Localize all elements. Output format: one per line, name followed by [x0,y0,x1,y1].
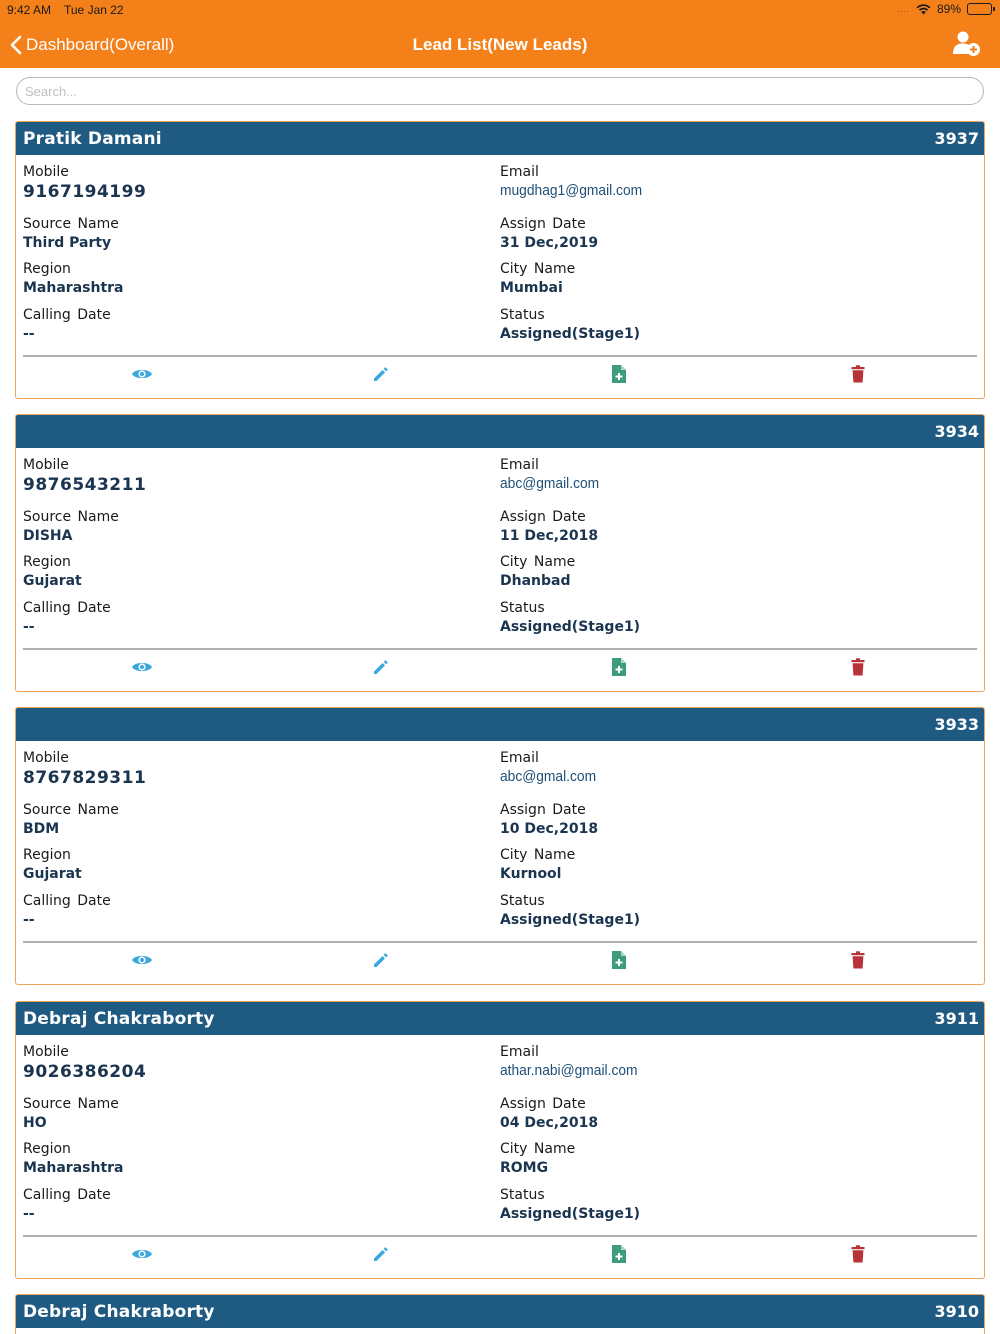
calling-date-value: -- [23,326,35,342]
region-value: Gujarat [23,573,82,589]
status-field [500,307,640,342]
email-label: Email [500,750,539,766]
city-value: ROMG [500,1160,549,1176]
calling-date-value: -- [23,912,35,928]
assign-date-label: Assign Date [500,509,586,525]
card-divider [23,941,977,943]
lead-card-header [16,1002,984,1035]
lead-id: 3911 [934,1009,979,1028]
assign-date-label: Assign Date [500,802,586,818]
mobile-label: Mobile [23,457,69,473]
assign-date-field [500,216,598,251]
mobile-label: Mobile [23,164,69,180]
assign-date-field [500,1096,598,1131]
region-label: Region [23,847,71,863]
battery-icon [967,3,992,15]
lead-name: Pratik Damani [23,129,162,149]
source-field [23,216,119,251]
mobile-value: 9167194199 [23,182,147,202]
calling-date-field [23,893,111,928]
assign-date-value: 31 Dec,2019 [500,235,599,251]
status-field [500,600,640,635]
assign-date-field [500,802,598,837]
add-user-icon[interactable] [952,30,982,58]
lead-id: 3933 [934,715,979,734]
pencil-icon[interactable] [369,949,393,971]
search-bar[interactable] [16,77,984,105]
card-divider [23,355,977,357]
region-field [23,554,82,589]
lead-card[interactable] [15,707,985,985]
mobile-field [23,457,146,495]
status-value: Assigned(Stage1) [500,619,641,635]
mobile-label: Mobile [23,1044,69,1060]
file-plus-icon[interactable] [607,656,631,678]
source-value: BDM [23,821,60,837]
lead-card-header [16,1295,984,1328]
source-value: HO [23,1115,47,1131]
source-label: Source Name [23,509,119,525]
status-date: Tue Jan 22 [64,3,124,17]
email-label: Email [500,164,539,180]
pencil-icon[interactable] [369,363,393,385]
mobile-label: Mobile [23,750,69,766]
source-label: Source Name [23,802,119,818]
calling-date-field [23,600,111,635]
city-field [500,554,575,589]
source-value: Third Party [23,235,112,251]
source-label: Source Name [23,1096,119,1112]
wifi-icon [916,4,931,15]
mobile-value: 8767829311 [23,768,147,788]
region-value: Gujarat [23,866,82,882]
status-field [500,893,640,928]
city-label: City Name [500,554,576,570]
eye-icon[interactable] [130,1243,154,1265]
eye-icon[interactable] [130,949,154,971]
mobile-field [23,1044,146,1082]
email-field [500,457,608,492]
calling-date-label: Calling Date [23,307,111,323]
lead-card[interactable] [15,414,985,692]
calling-date-value: -- [23,1206,35,1222]
calling-date-label: Calling Date [23,600,111,616]
mobile-value: 9876543211 [23,475,147,495]
email-value: athar.nabi@gmail.com [500,1062,638,1079]
city-field [500,1141,575,1176]
lead-name: Debraj Chakraborty [23,1009,215,1029]
source-field [23,1096,119,1131]
lead-card[interactable] [15,1001,985,1279]
status-field [500,1187,640,1222]
trash-icon[interactable] [846,949,870,971]
email-value: abc@gmal.com [500,768,597,785]
card-divider [23,648,977,650]
mobile-value: 9026386204 [23,1062,147,1082]
email-field [500,164,654,199]
city-value: Dhanbad [500,573,571,589]
file-plus-icon[interactable] [607,1243,631,1265]
lead-card[interactable] [15,121,985,399]
email-label: Email [500,457,539,473]
search-input[interactable] [17,78,983,104]
calling-date-field [23,1187,111,1222]
city-label: City Name [500,847,576,863]
city-field [500,261,575,296]
city-field [500,847,575,882]
navigation-bar [0,0,1000,68]
lead-card-header [16,415,984,448]
page-title: Lead List(New Leads) [412,35,588,54]
back-button-label: Dashboard(Overall) [26,35,175,54]
region-value: Maharashtra [23,1160,124,1176]
status-label: Status [500,600,545,616]
lead-card[interactable] [15,1294,985,1334]
lead-name: Debraj Chakraborty [23,1302,215,1322]
lead-card-header [16,122,984,155]
email-label: Email [500,1044,539,1060]
status-value: Assigned(Stage1) [500,326,641,342]
status-indicators [897,2,992,16]
city-value: Mumbai [500,280,563,296]
file-plus-icon[interactable] [607,363,631,385]
lead-card-header [16,708,984,741]
battery-percent: 89% [936,2,961,16]
region-field [23,1141,124,1176]
status-time: 9:42 AM [7,3,52,17]
lead-id: 3937 [934,129,979,148]
eye-icon[interactable] [130,363,154,385]
status-label: Status [500,893,545,909]
status-bar [0,0,1000,20]
assign-date-value: 04 Dec,2018 [500,1115,599,1131]
status-value: Assigned(Stage1) [500,1206,641,1222]
file-plus-icon[interactable] [607,949,631,971]
calling-date-value: -- [23,619,35,635]
calling-date-field [23,307,111,342]
region-label: Region [23,1141,71,1157]
signal-icon: .... [897,4,910,14]
status-label: Status [500,1187,545,1203]
calling-date-label: Calling Date [23,893,111,909]
city-label: City Name [500,1141,576,1157]
city-label: City Name [500,261,576,277]
mobile-field [23,750,146,788]
trash-icon[interactable] [846,1243,870,1265]
email-value: abc@gmail.com [500,475,600,492]
assign-date-field [500,509,598,544]
pencil-icon[interactable] [369,1243,393,1265]
region-value: Maharashtra [23,280,124,296]
source-field [23,509,119,544]
lead-id: 3934 [934,422,979,441]
trash-icon[interactable] [846,363,870,385]
mobile-field [23,164,146,202]
assign-date-value: 10 Dec,2018 [500,821,599,837]
region-field [23,847,82,882]
assign-date-label: Assign Date [500,1096,586,1112]
source-label: Source Name [23,216,119,232]
email-field [500,1044,649,1079]
card-divider [23,1235,977,1237]
pencil-icon[interactable] [369,656,393,678]
calling-date-label: Calling Date [23,1187,111,1203]
region-label: Region [23,261,71,277]
status-value: Assigned(Stage1) [500,912,641,928]
region-field [23,261,124,296]
region-label: Region [23,554,71,570]
status-label: Status [500,307,545,323]
source-field [23,802,119,837]
trash-icon[interactable] [846,656,870,678]
assign-date-value: 11 Dec,2018 [500,528,599,544]
eye-icon[interactable] [130,656,154,678]
email-value: mugdhag1@gmail.com [500,182,643,199]
lead-id: 3910 [934,1302,979,1321]
email-field [500,750,604,785]
assign-date-label: Assign Date [500,216,586,232]
city-value: Kurnool [500,866,562,882]
source-value: DISHA [23,528,73,544]
